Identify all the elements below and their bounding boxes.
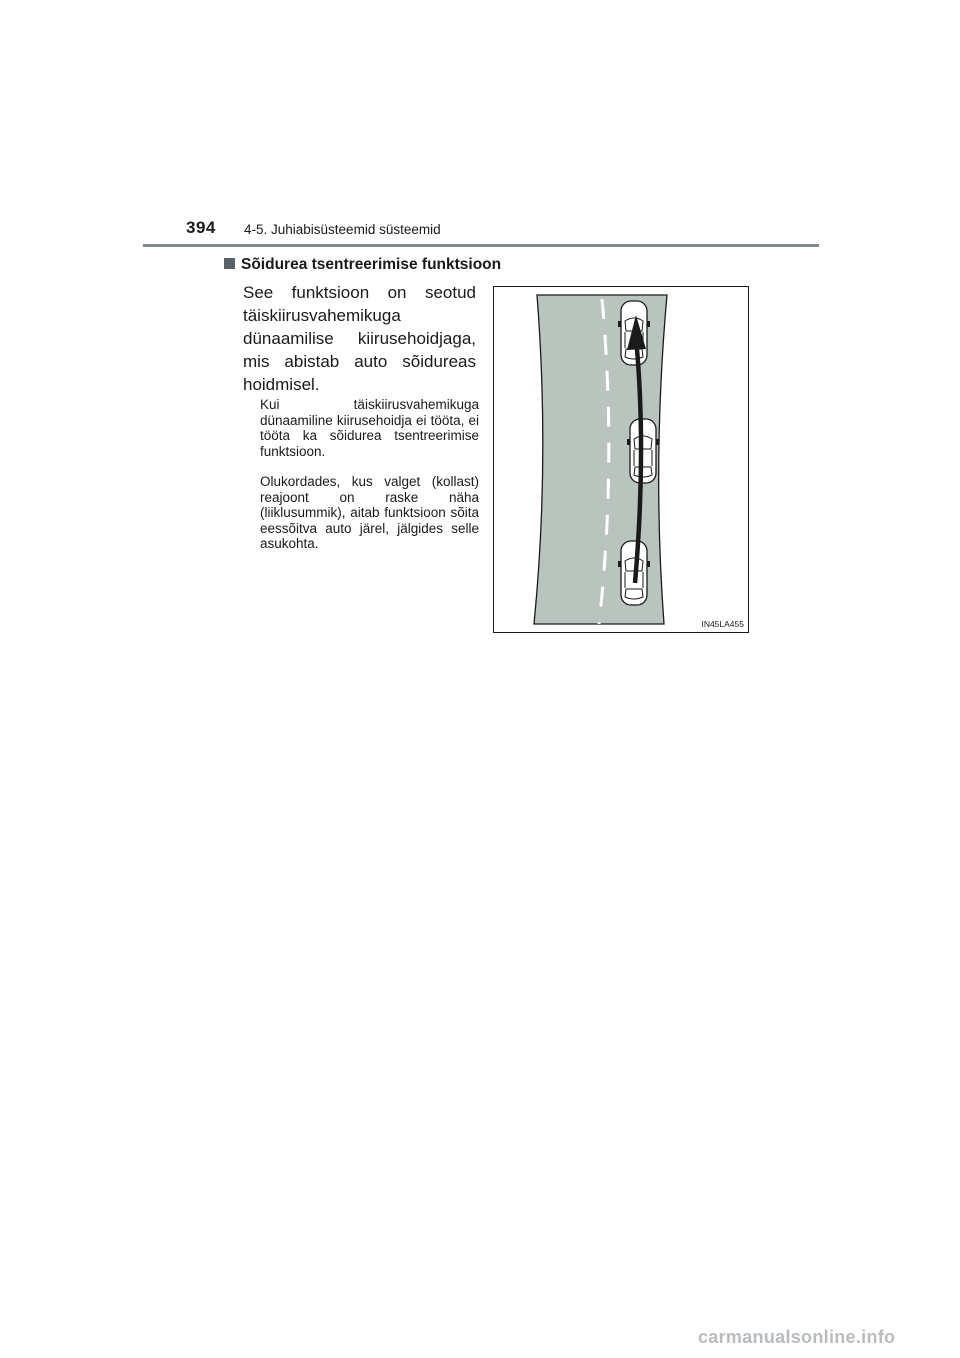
intro-paragraph: See funktsioon on seotud täiskiirusvahemikuga dünaamilise kiirusehoidjaga, mis abistab auto sõidureas hoidmisel. — [243, 283, 476, 394]
heading-text: Sõidurea tsentreerimise funktsioon — [241, 256, 502, 273]
page-number: 394 — [186, 218, 216, 237]
figure-code: IN45LA455 — [701, 619, 744, 629]
lane-centering-illustration — [493, 286, 749, 633]
subsection-heading — [224, 256, 501, 274]
note-paragraph: Olukordades, kus valget (kollast) reajoont on raske näha (liiklusummik), aitab funktsioon sõita eessõitva auto järel, jälgides selle asukohta. — [260, 474, 479, 551]
road-diagram — [494, 287, 748, 632]
header-divider — [143, 244, 819, 247]
watermark: carmanualsonline.info — [698, 1327, 896, 1347]
note-paragraph: Kui täiskiirusvahemikuga dünaamiline kiirusehoidja ei tööta, ei tööta ka sõidurea tsentreerimise funktsioon. — [260, 397, 479, 459]
section-title: 4-5. Juhiabisüsteemid süsteemid — [244, 222, 441, 237]
square-bullet-icon — [224, 258, 235, 269]
